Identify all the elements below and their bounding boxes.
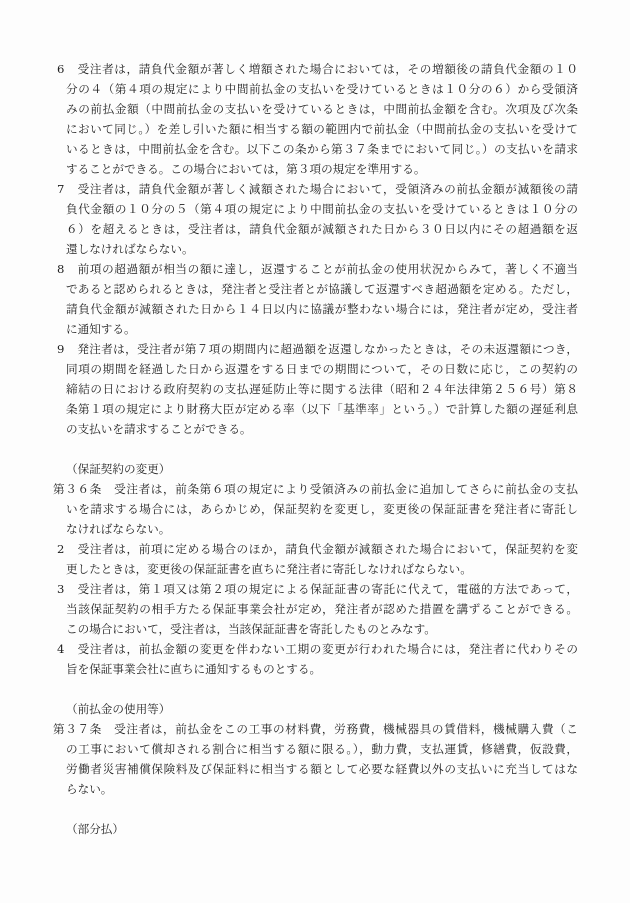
item-paragraph-line: 請負代金額が減額された日から１４日以内に協議が整わない場合には，発注者が定め，受注者 (66, 302, 578, 316)
item-paragraph-line: 旨を保証事業会社に直ちに通知するものとする。 (66, 662, 322, 676)
blank-line (53, 679, 578, 699)
item-paragraph-line (53, 639, 578, 659)
item-paragraph-line: 条第１項の規定により財務大臣が定める率（以下「基準率」という。）で計算した額の遅延利息 (66, 402, 578, 416)
item-paragraph-line: 当該保証契約の相手方たる保証事業会社が定め，発注者が認めた措置を講ずることができる。 (66, 602, 578, 616)
item-paragraph-line: いるときは，中間前払金を含む。以下この条から第３７条までにおいて同じ。）の支払いを請求 (66, 142, 578, 156)
item-paragraph-line: この場合において，受注者は，当該保証証書を寄託したものとみなす。 (66, 622, 436, 636)
paragraph-number: 3 (57, 582, 65, 596)
paragraph-text: 発注者は，受注者が第７項の期間内に超過額を返還しなかったときは，その未返還額につき， (77, 342, 578, 356)
paragraph-text: 受注者は，第１項又は第２項の規定による保証証書の寄託に代えて，電磁的方法であって， (77, 582, 578, 596)
article-paragraph-line: なければならない。 (66, 522, 171, 536)
paragraph-number: 6 (57, 62, 65, 76)
document-content (53, 59, 578, 839)
section-heading: （前払金の使用等） (66, 702, 171, 716)
paragraph-text: 受注者は，請負代金額が著しく増額された場合においては，その増額後の請負代金額の１０ (77, 62, 578, 76)
article-paragraph-line: 第３６条 受注者は，前条第６項の規定により受領済みの前払金に追加してさらに前払金の支払 (53, 482, 578, 496)
paragraph-number: 4 (57, 642, 65, 656)
item-paragraph-line: 同項の期間を経過した日から返還をする日までの期間について，その日数に応じ，この契約の (66, 362, 578, 376)
item-paragraph-line: ６）を超えるときは，受注者は，請負代金額が減額された日から３０日以内にその超過額を返 (66, 222, 578, 236)
paragraph-number: 8 (57, 262, 65, 276)
section-heading: （部分払） (66, 822, 124, 836)
article-paragraph-line: いを請求する場合には，あらかじめ，保証契約を変更し，変更後の保証証書を発注者に寄託し (66, 502, 578, 516)
section-heading: （保証契約の変更） (66, 462, 171, 476)
blank-line (53, 439, 578, 459)
article-paragraph-line: の工事において償却される割合に相当する額に限る。），動力費，支払運賃，修繕費，仮設費， (66, 742, 578, 756)
paragraph-number: 9 (57, 342, 65, 356)
item-paragraph-line: に通知する。 (66, 322, 136, 336)
item-paragraph-line (53, 539, 578, 559)
paragraph-text: 前項の超過額が相当の額に達し，返還することが前払金の使用状況からみて，著しく不適当 (77, 262, 578, 276)
item-paragraph-line: 負代金額の１０分の５（第４項の規定により中間前払金の支払いを受けているときは１０分の (66, 202, 578, 216)
item-paragraph-line (53, 259, 578, 279)
item-paragraph-line (53, 579, 578, 599)
item-paragraph-line: 還しなければならない。 (66, 242, 194, 256)
paragraph-number: 7 (57, 182, 65, 196)
paragraph-number: 2 (57, 542, 65, 556)
item-paragraph-line: 分の４（第４項の規定により中間前払金の支払いを受けているときは１０分の６）から受領済 (66, 82, 578, 96)
article-paragraph-line: 労働者災害補償保険料及び保証料に相当する額として必要な経費以外の支払いに充当してはな (66, 762, 578, 776)
paragraph-text: 受注者は，請負代金額が著しく減額された場合において，受領済みの前払金額が減額後の請 (77, 182, 578, 196)
item-paragraph-line (53, 179, 578, 199)
item-paragraph-line: 締結の日における政府契約の支払遅延防止等に関する法律（昭和２４年法律第２５６号）第８ (66, 382, 578, 396)
item-paragraph-line: みの前払金額（中間前払金の支払いを受けているときは，中間前払金額を含む。次項及び次条 (66, 102, 578, 116)
blank-line (53, 799, 578, 819)
article-paragraph-line: 第３７条 受注者は，前払金をこの工事の材料費，労務費，機械器具の賃借料，機械購入費（こ (53, 722, 578, 736)
item-paragraph-line: 更したときは，変更後の保証証書を直ちに発注者に寄託しなければならない。 (66, 562, 472, 576)
paragraph-text: 受注者は，前払金額の変更を伴わない工期の変更が行われた場合には，発注者に代わりその (77, 642, 578, 656)
item-paragraph-line: することができる。この場合においては，第３項の規定を準用する。 (66, 162, 426, 176)
item-paragraph-line: において同じ。）を差し引いた額に相当する額の範囲内で前払金（中間前払金の支払いを受けて (66, 122, 578, 136)
item-paragraph-line: であると認められるときは，発注者と受注者とが協議して返還すべき超過額を定める。ただし， (66, 282, 578, 296)
item-paragraph-line (53, 59, 578, 79)
paragraph-text: 受注者は，前項に定める場合のほか，請負代金額が減額された場合において，保証契約を変 (77, 542, 578, 556)
item-paragraph-line (53, 339, 578, 359)
article-paragraph-line: らない。 (66, 782, 113, 796)
item-paragraph-line: の支払いを請求することができる。 (66, 422, 252, 436)
